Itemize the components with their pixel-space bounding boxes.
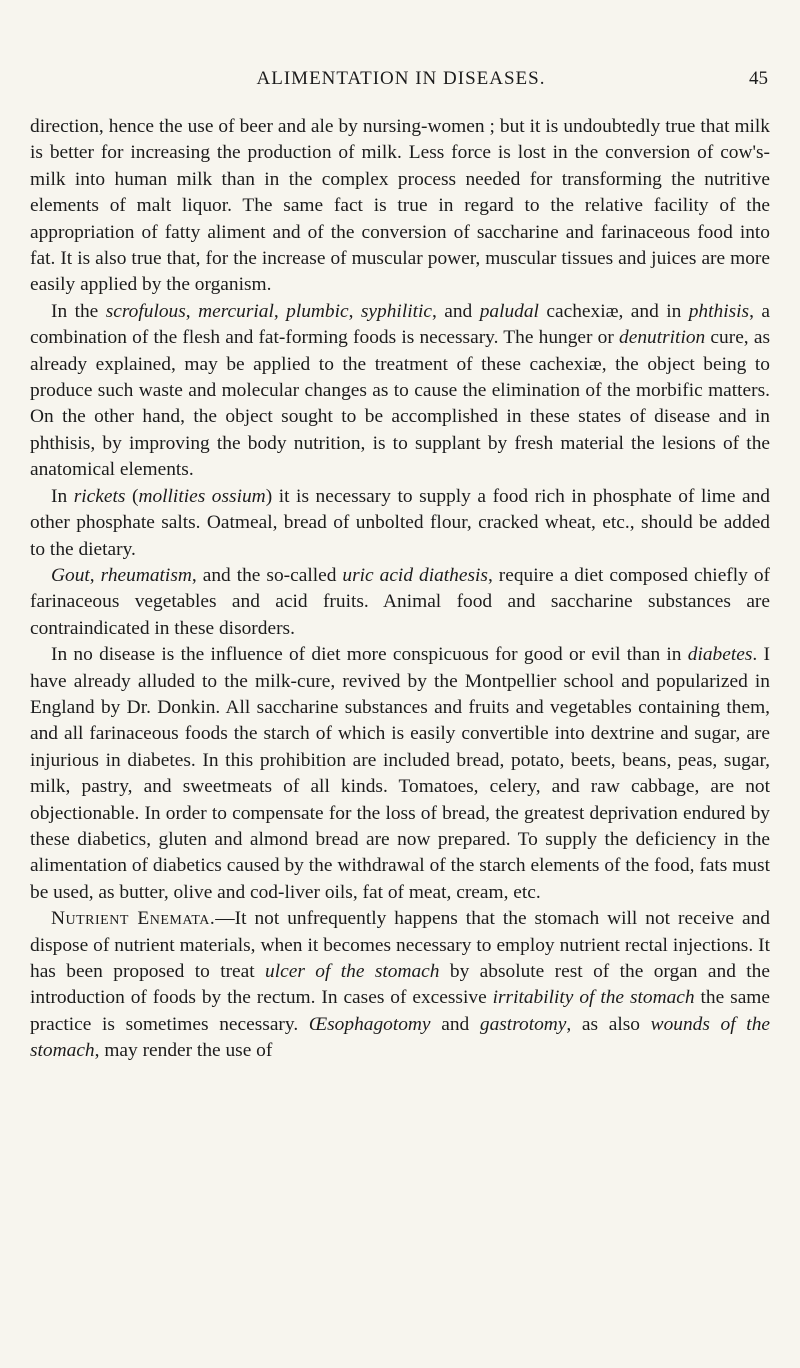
text-run: —It not unfrequently happens that the stomach will not receive and dispose of nutrient materials, when it becomes necessary to employ nutrient rectal injections. It has been proposed to treat	[30, 908, 770, 982]
italic-term: irritability of the stomach	[492, 987, 695, 1009]
italic-term: rheumatism	[100, 564, 192, 586]
text-run: the same practice is sometimes necessary.	[30, 987, 771, 1035]
italic-term: Gout	[51, 564, 90, 586]
text-run: cachexiæ, and in	[538, 300, 689, 322]
text-run: In no disease is the influence of diet more conspicuous for good or evil than in	[51, 644, 688, 666]
text-run: , and the so-called	[191, 564, 343, 586]
italic-term: Œsophagotomy	[308, 1013, 431, 1035]
page-number: 45	[749, 68, 768, 89]
text-run: , and	[431, 300, 480, 322]
text-run: , require a diet composed chiefly of farinaceous vegetables and acid fruits. Animal food and saccharine substances are contraindicated in these disorders.	[30, 564, 770, 639]
text-run: by absolute rest of the organ and the introduction of foods by the rectum. In cases of excessive	[30, 961, 770, 1009]
body-text	[30, 114, 770, 1065]
italic-term: syphilitic	[360, 300, 432, 322]
italic-term: denutrition	[619, 327, 706, 349]
italic-term: plumbic	[286, 300, 349, 322]
italic-term: rickets	[73, 485, 126, 507]
paragraph-nutrient-enemata	[30, 906, 770, 1064]
text-run: In the	[51, 300, 106, 322]
page-header	[30, 68, 768, 96]
italic-term: phthisis	[688, 300, 750, 322]
paragraph-diabetes	[30, 642, 770, 906]
italic-term: diabetes	[687, 644, 753, 666]
italic-term: mollities ossium	[138, 485, 266, 507]
running-head: ALIMENTATION IN DISEASES.	[256, 68, 546, 89]
text-run: , as also	[566, 1013, 651, 1035]
text-run: ,	[273, 300, 287, 322]
text-run: and	[430, 1013, 480, 1035]
paragraph-continuation	[30, 114, 770, 299]
italic-term: wounds of the stomach	[30, 1013, 770, 1062]
italic-term: gastrotomy	[479, 1013, 567, 1035]
italic-term: scrofulous	[105, 300, 186, 322]
text-run: ) it is necessary to supply a food rich in phosphate of lime and other phosphate salts. Oatmeal, bread of unbolted flour, cracked wheat, etc., should be added to the dietary.	[30, 485, 770, 560]
text-run: direction, hence the use of beer and ale by nursing-women ; but it is undoubtedly true that milk is better for increasing the production of milk. Less force is lost in the conversion of cow's-milk into human milk than in the complex process needed for transforming the nutritive elements of malt liquor. The same fact is true in regard to the relative facility of the appropriation of fatty aliment and of the conversion of saccharine and farinaceous food into fat. It is also true that, for the increase of muscular power, muscular tissues and juices are more easily applied by the organism.	[30, 116, 770, 296]
section-heading: Nutrient Enemata.	[51, 908, 216, 930]
text-run: cure, as already explained, may be applied to the treatment of these cachexiæ, the object being to produce such waste and molecular changes as to cause the elimination of the morbific matters. On the other hand, the object sought to be accomplished in these states of disease and in phthisis, by improving the body nutrition, is to supplant by fresh material the lesions of the anatomical elements.	[30, 327, 771, 481]
italic-term: paludal	[479, 300, 539, 322]
text-run: , may render the use of	[94, 1040, 273, 1062]
paragraph-cachexiae	[30, 299, 770, 484]
paragraph-rickets	[30, 484, 770, 563]
text-run: (	[125, 485, 139, 507]
text-run: ,	[348, 300, 361, 322]
text-run: ,	[89, 564, 101, 586]
text-run: , a combination of the flesh and fat-forming foods is necessary. The hunger or	[30, 300, 770, 349]
italic-term: uric acid diathesis	[342, 564, 488, 586]
italic-term: ulcer of the stomach	[265, 961, 440, 982]
text-run: . I have already alluded to the milk-cure, revived by the Montpellier school and popularized in England by Dr. Donkin. All saccharine substances and fruits and vegetables containing them, and all farinaceous foods the starch of which is easily convertible into dextrine and sugar, are injurious in diabetes. In this prohibition are included bread, potato, beets, beans, peas, sugar, milk, pastry, and sweetmeats of all kinds. Tomatoes, celery, and raw cabbage, are not objectionable. In order to compensate for the loss of bread, the greatest deprivation endured by these diabetics, gluten and almond bread are now prepared. To supply the deficiency in the alimentation of diabetics caused by the withdrawal of the starch elements of the food, fats must be used, as butter, olive and cod-liver oils, fat of meat, cream, etc.	[30, 644, 770, 903]
paragraph-gout	[30, 563, 770, 642]
text-run: In	[51, 485, 74, 507]
text-run: ,	[185, 300, 199, 322]
italic-term: mercurial	[198, 300, 274, 322]
